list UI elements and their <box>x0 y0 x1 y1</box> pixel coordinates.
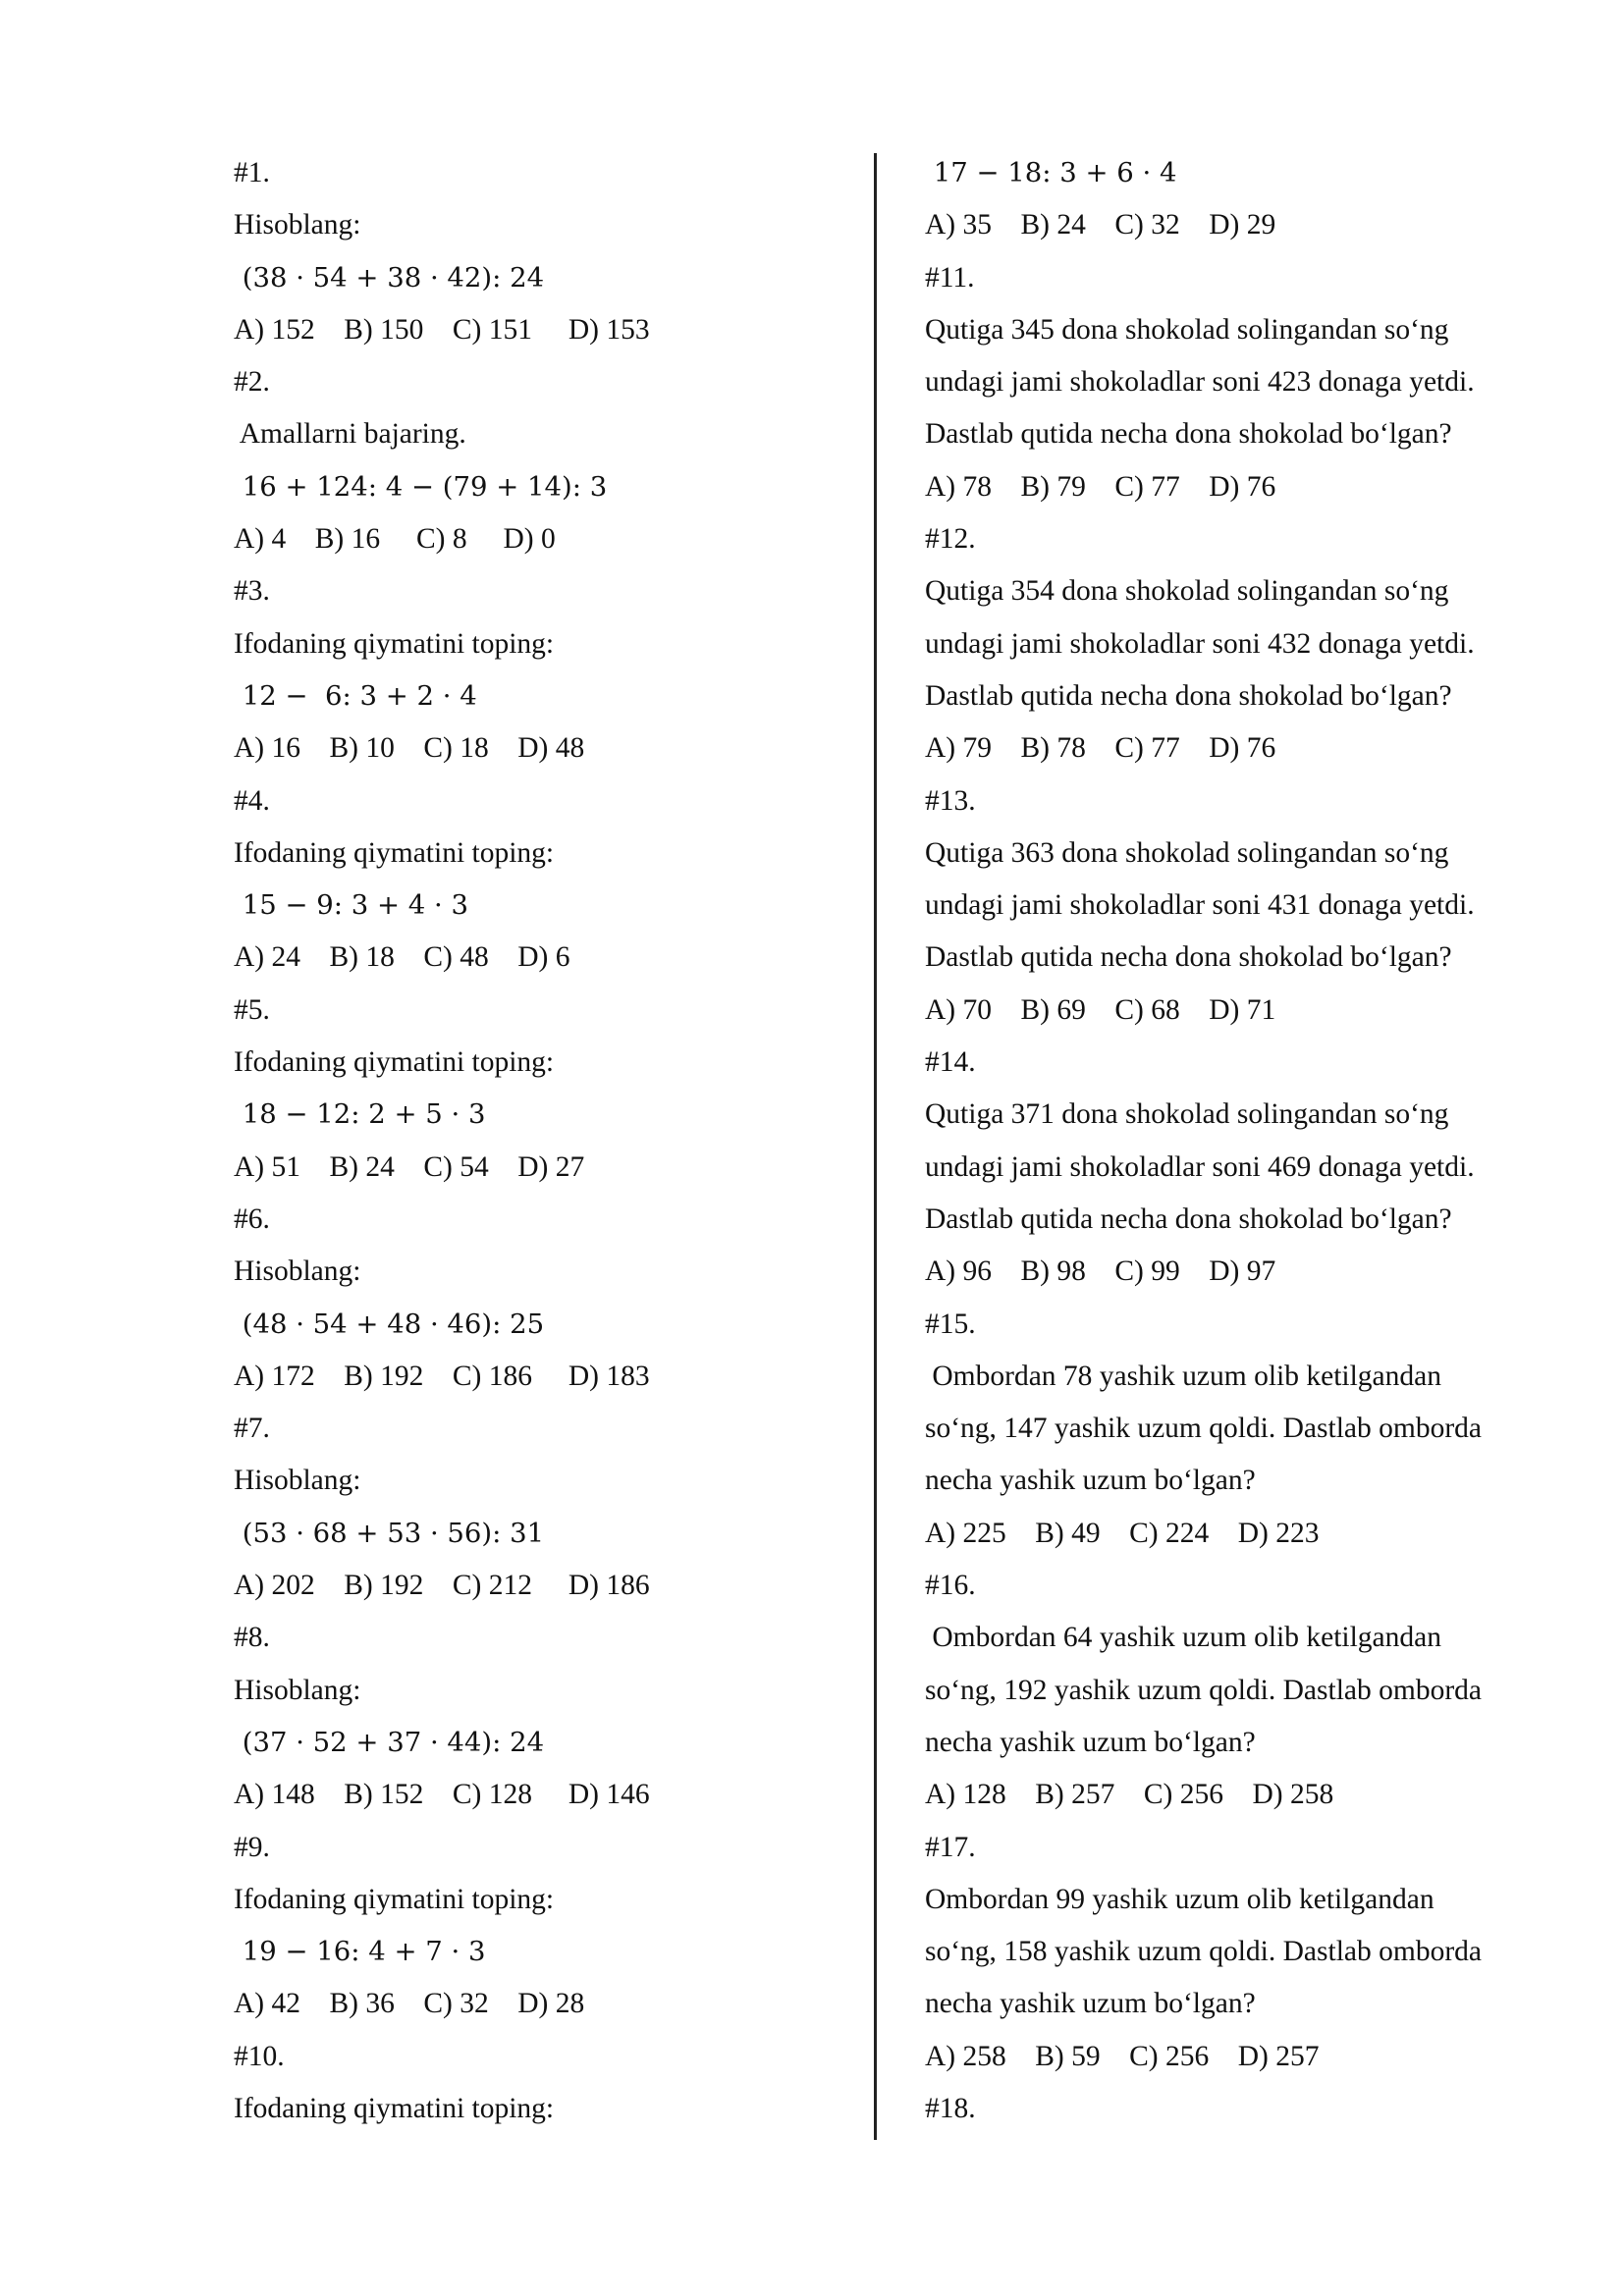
question-text: Ifodaning qiymatini toping: <box>234 2092 555 2124</box>
question-text: Ombordan 64 yashik uzum olib ketilgandan <box>925 1622 1441 1654</box>
question-text: undagi jami shokoladlar soni 423 donaga yetdi. <box>925 366 1475 399</box>
question-text: undagi jami shokoladlar soni 432 donaga yetdi. <box>925 627 1475 660</box>
question-text: so‘ng, 158 yashik uzum qoldi. Dastlab omborda <box>925 1936 1482 1968</box>
question-number: #10. <box>234 2040 285 2072</box>
question-text: Qutiga 363 dona shokolad solingandan so‘ng <box>925 836 1449 869</box>
math-expression: 17 − 18: 3 + 6 · 4 <box>925 157 1177 188</box>
question-text: Hisoblang: <box>234 1465 361 1497</box>
question-number: #11. <box>925 261 975 294</box>
answer-options: A) 258 B) 59 C) 256 D) 257 <box>925 2040 1320 2072</box>
question-text: so‘ng, 147 yashik uzum qoldi. Dastlab omborda <box>925 1413 1482 1445</box>
math-expression: 15 − 9: 3 + 4 · 3 <box>234 889 469 922</box>
answer-options: A) 148 B) 152 C) 128 D) 146 <box>234 1779 650 1811</box>
question-text: so‘ng, 192 yashik uzum qoldi. Dastlab omborda <box>925 1674 1482 1706</box>
question-text: Dastlab qutida necha dona shokolad bo‘lgan? <box>925 941 1452 974</box>
question-text: undagi jami shokoladlar soni 469 donaga yetdi. <box>925 1150 1475 1183</box>
question-number: #1. <box>234 157 270 188</box>
question-number: #15. <box>925 1308 976 1340</box>
question-number: #12. <box>925 523 976 556</box>
question-text: necha yashik uzum bo‘lgan? <box>925 1726 1256 1758</box>
question-text: Ifodaning qiymatini toping: <box>234 836 555 869</box>
answer-options: A) 70 B) 69 C) 68 D) 71 <box>925 993 1276 1026</box>
answer-options: A) 78 B) 79 C) 77 D) 76 <box>925 470 1276 503</box>
math-expression: (38 · 54 + 38 · 42): 24 <box>234 261 545 294</box>
answer-options: A) 152 B) 150 C) 151 D) 153 <box>234 313 650 346</box>
question-text: Hisoblang: <box>234 1674 361 1706</box>
question-number: #2. <box>234 366 270 399</box>
question-text: Amallarni bajaring. <box>234 418 466 451</box>
question-text: Dastlab qutida necha dona shokolad bo‘lgan? <box>925 679 1452 712</box>
question-text: Qutiga 371 dona shokolad solingandan so‘ng <box>925 1098 1449 1131</box>
right-column <box>925 147 1534 2135</box>
question-number: #7. <box>234 1413 270 1445</box>
question-text: necha yashik uzum bo‘lgan? <box>925 1465 1256 1497</box>
answer-options: A) 51 B) 24 C) 54 D) 27 <box>234 1150 585 1183</box>
answer-options: A) 225 B) 49 C) 224 D) 223 <box>925 1517 1320 1549</box>
math-expression: 16 + 124: 4 − (79 + 14): 3 <box>234 470 608 503</box>
question-text: Qutiga 345 dona shokolad solingandan so‘ng <box>925 313 1449 346</box>
math-expression: (53 · 68 + 53 · 56): 31 <box>234 1517 545 1549</box>
question-text: Ifodaning qiymatini toping: <box>234 1883 555 1915</box>
question-text: undagi jami shokoladlar soni 431 donaga yetdi. <box>925 889 1475 922</box>
math-expression: 18 − 12: 2 + 5 · 3 <box>234 1098 486 1131</box>
question-text: Ifodaning qiymatini toping: <box>234 627 555 660</box>
answer-options: A) 4 B) 16 C) 8 D) 0 <box>234 523 556 556</box>
question-text: Qutiga 354 dona shokolad solingandan so‘ng <box>925 575 1449 608</box>
question-number: #4. <box>234 784 270 817</box>
question-number: #14. <box>925 1046 976 1079</box>
answer-options: A) 128 B) 257 C) 256 D) 258 <box>925 1779 1334 1811</box>
math-expression: 19 − 16: 4 + 7 · 3 <box>234 1936 486 1968</box>
question-number: #18. <box>925 2092 976 2124</box>
question-text: Hisoblang: <box>234 209 361 241</box>
answer-options: A) 42 B) 36 C) 32 D) 28 <box>234 1988 585 2020</box>
question-text: Hisoblang: <box>234 1255 361 1288</box>
math-expression: (48 · 54 + 48 · 46): 25 <box>234 1308 545 1340</box>
math-expression: (37 · 52 + 37 · 44): 24 <box>234 1726 545 1758</box>
left-column <box>234 147 862 2135</box>
question-number: #9. <box>234 1831 270 1863</box>
answer-options: A) 202 B) 192 C) 212 D) 186 <box>234 1570 650 1602</box>
question-number: #16. <box>925 1570 976 1602</box>
answer-options: A) 24 B) 18 C) 48 D) 6 <box>234 941 570 974</box>
question-number: #8. <box>234 1622 270 1654</box>
question-number: #5. <box>234 993 270 1026</box>
answer-options: A) 35 B) 24 C) 32 D) 29 <box>925 209 1276 241</box>
question-text: Dastlab qutida necha dona shokolad bo‘lgan? <box>925 1202 1452 1235</box>
math-expression: 12 − 6: 3 + 2 · 4 <box>234 679 477 712</box>
question-text: Dastlab qutida necha dona shokolad bo‘lgan? <box>925 418 1452 451</box>
answer-options: A) 172 B) 192 C) 186 D) 183 <box>234 1360 650 1392</box>
answer-options: A) 16 B) 10 C) 18 D) 48 <box>234 732 585 765</box>
answer-options: A) 96 B) 98 C) 99 D) 97 <box>925 1255 1276 1288</box>
column-divider <box>874 153 877 2140</box>
question-text: Ifodaning qiymatini toping: <box>234 1046 555 1079</box>
answer-options: A) 79 B) 78 C) 77 D) 76 <box>925 732 1276 765</box>
question-number: #13. <box>925 784 976 817</box>
question-text: Ombordan 78 yashik uzum olib ketilgandan <box>925 1360 1441 1392</box>
question-text: Ombordan 99 yashik uzum olib ketilgandan <box>925 1883 1435 1915</box>
question-number: #3. <box>234 575 270 608</box>
question-number: #17. <box>925 1831 976 1863</box>
question-number: #6. <box>234 1202 270 1235</box>
question-text: necha yashik uzum bo‘lgan? <box>925 1988 1256 2020</box>
